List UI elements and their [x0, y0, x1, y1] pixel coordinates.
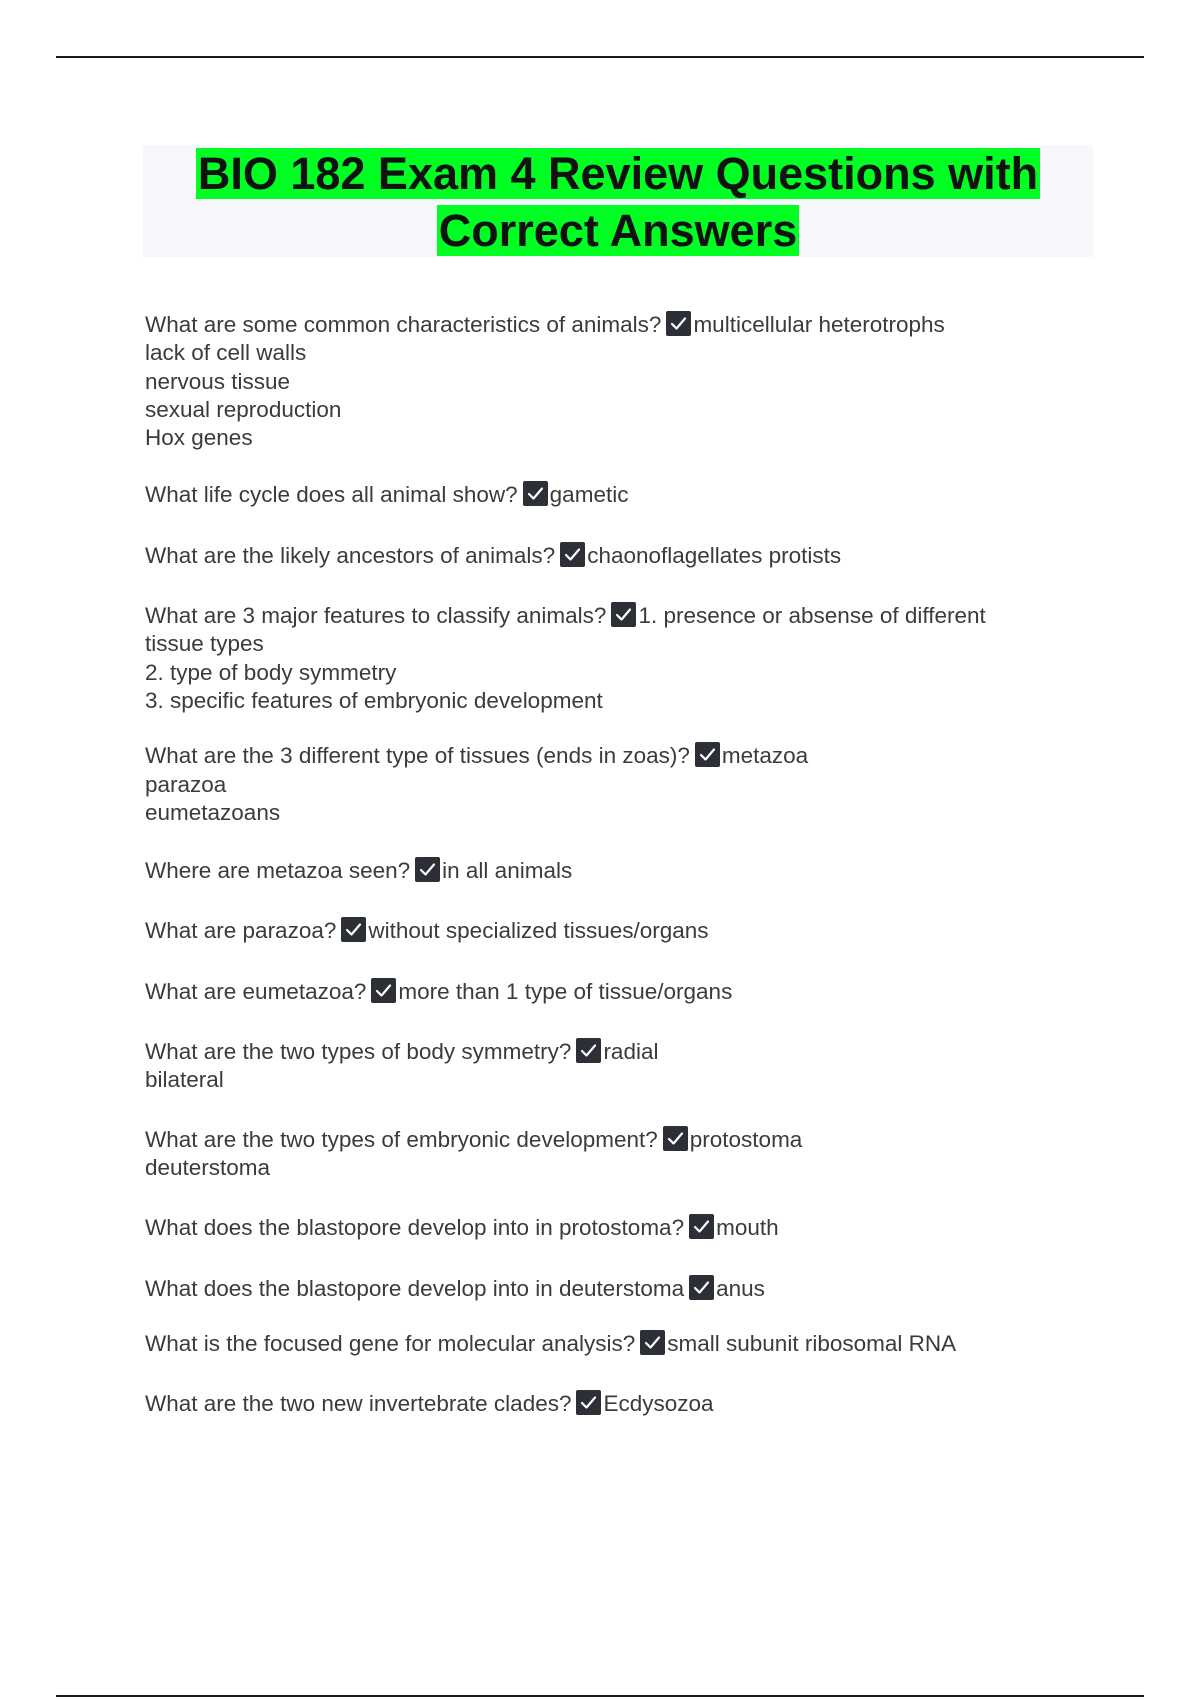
qa-item	[145, 1275, 1105, 1303]
answer-continuation: parazoa	[145, 771, 227, 797]
question-text: What are parazoa?	[145, 918, 337, 944]
answer-continuation: tissue types	[145, 631, 264, 657]
page-title-line-1: BIO 182 Exam 4 Review Questions with	[197, 148, 1039, 199]
qa-item	[145, 742, 1105, 827]
answer-text: Ecdysozoa	[603, 1391, 714, 1417]
question-text: What does the blastopore develop into in deuterstoma	[145, 1275, 685, 1301]
checkmark-icon	[611, 602, 636, 627]
question-text: What are the two types of body symmetry?	[145, 1039, 572, 1065]
qa-item	[145, 481, 1105, 509]
checkmark-icon	[560, 542, 585, 567]
qa-item	[145, 311, 1105, 452]
qa-first-line	[145, 1330, 1105, 1358]
qa-item	[145, 1330, 1105, 1358]
qa-item	[145, 602, 1105, 715]
qa-first-line	[145, 917, 1105, 945]
qa-first-line	[145, 1390, 1105, 1418]
qa-item	[145, 857, 1105, 885]
checkmark-icon	[371, 978, 396, 1003]
checkmark-icon	[663, 1126, 688, 1151]
question-text: What are some common characteristics of animals?	[145, 312, 662, 337]
checkmark-icon	[523, 481, 548, 506]
question-text: What are the 3 different type of tissues (ends in zoas)?	[145, 743, 690, 769]
qa-item	[145, 978, 1105, 1006]
question-text: What are 3 major features to classify animals?	[145, 603, 607, 629]
answer-continuation: Hox genes	[145, 425, 253, 451]
qa-item	[145, 1390, 1105, 1418]
qa-first-line	[145, 1214, 1105, 1242]
question-text: What are the two new invertebrate clades?	[145, 1391, 572, 1417]
question-text: What does the blastopore develop into in protostoma?	[145, 1215, 685, 1241]
question-text: What are the two types of embryonic development?	[145, 1126, 658, 1152]
qa-item	[145, 542, 1105, 570]
checkmark-icon	[689, 1214, 714, 1239]
question-text: What life cycle does all animal show?	[145, 482, 518, 508]
checkmark-icon	[666, 311, 691, 336]
answer-continuation: 3. specific features of embryonic development	[145, 687, 603, 713]
question-text: What are eumetazoa?	[145, 978, 367, 1004]
answer-text: radial	[603, 1039, 659, 1065]
footer-rule	[56, 1695, 1144, 1697]
qa-first-line	[145, 602, 1105, 630]
answer-text: metazoa	[721, 743, 809, 769]
qa-first-line	[145, 742, 1105, 770]
qa-first-line	[145, 857, 1105, 885]
qa-list	[145, 311, 1105, 1418]
checkmark-icon	[689, 1275, 714, 1300]
checkmark-icon	[640, 1330, 665, 1355]
question-text: What is the focused gene for molecular analysis?	[145, 1330, 636, 1356]
page-title-line-2: Correct Answers	[438, 205, 798, 256]
qa-first-line	[145, 311, 1105, 339]
qa-first-line	[145, 481, 1105, 509]
answer-continuation: lack of cell walls	[145, 340, 307, 366]
answer-text: without specialized tissues/organs	[368, 918, 709, 944]
question-text: Where are metazoa seen?	[145, 858, 411, 884]
checkmark-icon	[576, 1390, 601, 1415]
answer-text: 1. presence or absense of different	[638, 603, 986, 629]
answer-text: anus	[716, 1275, 765, 1301]
qa-item	[145, 1214, 1105, 1242]
answer-continuation: bilateral	[145, 1067, 224, 1093]
question-text: What are the likely ancestors of animals?	[145, 542, 556, 568]
answer-continuation: deuterstoma	[145, 1154, 271, 1180]
header-rule	[56, 56, 1144, 58]
checkmark-icon	[576, 1038, 601, 1063]
checkmark-icon	[415, 857, 440, 882]
qa-first-line	[145, 1275, 1105, 1303]
answer-text: more than 1 type of tissue/organs	[398, 978, 733, 1004]
answer-text: chaonoflagellates protists	[587, 542, 842, 568]
answer-text: in all animals	[442, 858, 573, 884]
answer-continuation: eumetazoans	[145, 799, 281, 825]
answer-continuation: nervous tissue	[145, 368, 291, 394]
answer-text: multicellular heterotrophs	[693, 312, 945, 337]
qa-item	[145, 1126, 1105, 1183]
checkmark-icon	[695, 742, 720, 767]
answer-continuation: sexual reproduction	[145, 396, 342, 422]
qa-first-line	[145, 542, 1105, 570]
answer-text: mouth	[716, 1215, 779, 1241]
checkmark-icon	[341, 917, 366, 942]
qa-first-line	[145, 1038, 1105, 1066]
qa-first-line	[145, 978, 1105, 1006]
answer-text: small subunit ribosomal RNA	[667, 1330, 957, 1356]
qa-item	[145, 1038, 1105, 1095]
answer-text: gametic	[549, 482, 629, 508]
answer-continuation: 2. type of body symmetry	[145, 659, 397, 685]
qa-item	[145, 917, 1105, 945]
title-block	[143, 145, 1093, 257]
qa-first-line	[145, 1126, 1105, 1154]
answer-text: protostoma	[689, 1126, 803, 1152]
